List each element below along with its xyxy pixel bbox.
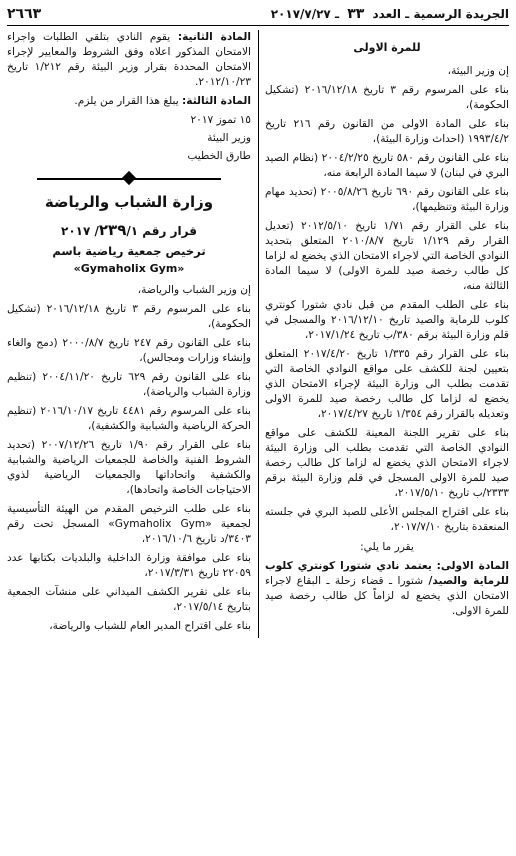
article-2 bbox=[7, 30, 251, 90]
signature-title: وزير البيئة bbox=[207, 132, 251, 145]
ministry-title: وزارة الشباب والرياضة bbox=[44, 193, 214, 212]
preamble-para: بناء على القانون رقم ٥٨٠ تاريخ ٢٠٠٤/٢/٢٥ (نظام الصيد البري في لبنان) لا سيما المادة الرابعة منه، bbox=[265, 151, 509, 179]
decision-num: ٢٣٩ bbox=[98, 220, 127, 239]
article-1-bold: يعتمد نادي شتورا كونتري كلوب للرماية والصيد/ bbox=[265, 559, 510, 587]
club-name: «Gymaholix Gym» bbox=[73, 262, 185, 276]
preamble-para: بناء على طلب الترخيص المقدم من الهيئة التأسيسية لجمعية «Gymaholix Gym» المسجل تحت رقم ٣٤٠٣/د تاريخ ٢٠١٦/١٠/٦، bbox=[7, 503, 251, 546]
article-3 bbox=[7, 94, 251, 109]
header-title-block bbox=[271, 5, 509, 25]
article-1-label: المادة الاولى: bbox=[436, 559, 509, 572]
license-title: ترخيص جمعية رياضية باسم bbox=[52, 243, 206, 258]
preamble-para: بناء على القانون رقم ٦٢٩ تاريخ ٢٠٠٤/١١/٢٠ (تنظيم وزارة الشباب والرياضة)، bbox=[7, 370, 251, 398]
right-column bbox=[258, 30, 509, 638]
issue-date: ـ ٢٠١٧/٧/٢٧ bbox=[270, 7, 340, 22]
preamble-para: بناء على تقرير اللجنة المعينة للكشف على مواقع النوادي الخاصة التي تقدمت بطلب الى وزارة البيئة لاجراء الامتحان الذي يخضع له لزاما كل طالب رخصة صيد للمرة الاولى المسجل في قلم وزارة البيئة برقم ٢٣٣٣/ب تاريخ ٢٠١٧/٥/١٠، bbox=[265, 427, 509, 500]
article-3-text: يبلغ هذا القرار من يلزم. bbox=[74, 95, 179, 108]
signature-date: ١٥ تموز ٢٠١٧ bbox=[190, 114, 251, 127]
preamble-para: إن وزير البيئة، bbox=[447, 64, 509, 77]
preamble-para: بناء على اقتراح المدير العام للشباب والرياضة، bbox=[49, 620, 251, 633]
article-1 bbox=[265, 559, 509, 619]
preamble-para: بناء على المرسوم رقم ٤٤٨١ تاريخ ٢٠١٦/١٠/١٧ (تنظيم الحركة الرياضية والشبابية والكشفية)، bbox=[7, 405, 251, 433]
decision-prefix: قرار رقم bbox=[142, 223, 197, 238]
left-column bbox=[7, 30, 258, 638]
article-3-label: المادة الثالثة: bbox=[182, 95, 251, 108]
section-title: للمرة الاولى bbox=[353, 41, 421, 54]
issue-number: ٣٣ bbox=[347, 6, 365, 23]
preamble-para: بناء على المادة الاولى من القانون رقم ٢١٦ تاريخ ١٩٩٣/٤/٢ (احداث وزارة البيئة)، bbox=[265, 117, 509, 145]
page-header bbox=[7, 5, 509, 26]
signature-name: طارق الخطيب bbox=[187, 150, 251, 163]
decision-suffix: /١/ ٢٠١٧ bbox=[61, 223, 139, 238]
preamble-para: بناء على المرسوم رقم ٣ تاريخ ٢٠١٦/١٢/١٨ (تشكيل الحكومة)، bbox=[7, 302, 251, 330]
article-2-text: يقوم النادي بتلقي الطلبات واجراء الامتحان المذكور اعلاه وفق الشروط والمعايير لإجراء الامتحان المحددة بقرار وزير البيئة رقم ١/٢١٢ تاريخ ٢٠١٢/١٠/٢٣. bbox=[7, 31, 251, 89]
preamble-para: بناء على المرسوم رقم ٣ تاريخ ٢٠١٦/١٢/١٨ (تشكيل الحكومة)، bbox=[265, 83, 509, 111]
preamble-para: بناء على القرار رقم ١/٩٠ تاريخ ٢٠٠٧/١٢/٢٦ (تحديد الشروط الفنية والخاصة للجمعيات الرياضية والشبابية والكشفية واتحاداتها والجمعيات الرياضية لذوي الاحتياجات الخاصة واتحادها)، bbox=[7, 439, 251, 497]
columns bbox=[7, 30, 509, 638]
decision-number bbox=[7, 220, 251, 241]
preamble-para: بناء على موافقة وزارة الداخلية والبلديات بكتابها عدد ٢٢٠٥٩ تاريخ ٢٠١٧/٣/٣١، bbox=[7, 552, 251, 580]
preamble-para: بناء على تقرير الكشف الميداني على منشآت الجمعية بتاريخ ٢٠١٧/٥/١٤، bbox=[7, 586, 251, 614]
section-divider bbox=[7, 172, 251, 186]
preamble-para: بناء على القانون رقم ٦٩٠ تاريخ ٢٠٠٥/٨/٢٦ (تحديد مهام وزارة البيئة وتنظيمها)، bbox=[265, 185, 509, 213]
diamond-icon bbox=[122, 171, 136, 185]
header-title: الجريدة الرسمية ـ العدد bbox=[372, 7, 509, 22]
preamble-para: بناء على الطلب المقدم من قبل نادي شتورا كونتري كلوب للرماية والصيد تاريخ ٢٠١٦/١٢/١٠ والمسجل في قلم وزارة البيئة برقم ٣٨٠/ب تاريخ ٢٠١٧/١/٢٤، bbox=[265, 299, 509, 342]
preamble-para: بناء على القرار رقم ١/٧١ تاريخ ٢٠١٢/٥/١٠ (تعديل القرار رقم ١/١٢٩ تاريخ ٢٠١٠/٨/٧ المتعلق بتحديد النوادي الخاصة التي لاجراء الامتحان الذي يخضع له لزاما كل طالب رخصة صيد للمرة الاولى) لا سيما المادة الثالثة منه، bbox=[265, 219, 509, 293]
article-2-label: المادة الثانية: bbox=[177, 31, 251, 43]
preamble-para: بناء على اقتراح المجلس الأعلى للصيد البري في جلسته المنعقدة بتاريخ ٢٠١٧/٧/١٠، bbox=[265, 506, 509, 534]
preamble-para: إن وزير الشباب والرياضة، bbox=[137, 283, 251, 296]
preamble-para: بناء على القرار رقم ١/٣٣٥ تاريخ ٢٠١٧/٤/٢٠ المتعلق بتعيين لجنة للكشف على مواقع النوادي الخاصة التي تقدمت بطلب الى وزارة البيئة لإجراء الامتحان الذي يخضع له لزاما كل طالب رخصة صيد للمرة الاولى وتعديله بالقرار رقم ١/٣٥٤ تاريخ ٢٠١٧/٤/٢٧، bbox=[265, 348, 509, 421]
article-1-text: شتورا ـ قضاء زحلة ـ البقاع لاجراء الامتحان الذي يخضع له لزاماً كل طالب رخصة صيد للمرة الاولى. bbox=[265, 574, 509, 617]
preamble-para: بناء على القانون رقم ٢٤٧ تاريخ ٢٠٠٠/٨/٧ (دمج والغاء وإنشاء وزارات ومجالس)، bbox=[7, 336, 251, 364]
decides-line: يقرر ما يلي: bbox=[360, 540, 414, 553]
page-number: ٢٦٦٣ bbox=[7, 6, 42, 23]
